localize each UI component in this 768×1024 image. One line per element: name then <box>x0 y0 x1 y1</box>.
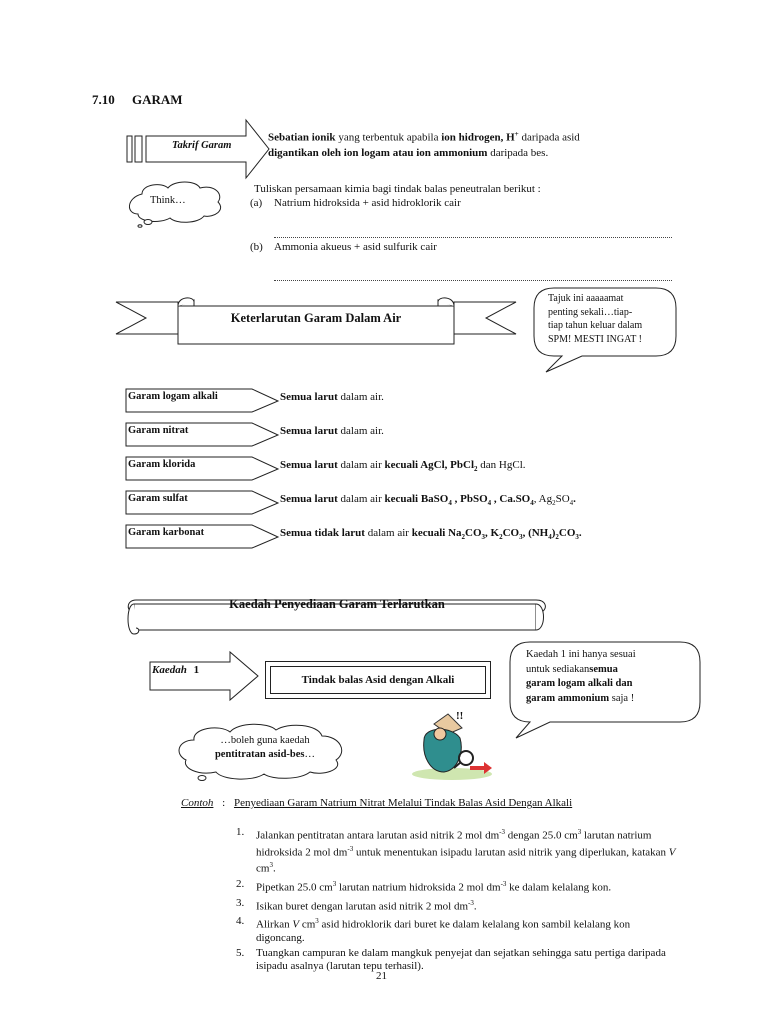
step-item <box>236 878 676 895</box>
answer-line-b[interactable] <box>274 280 672 281</box>
rule-sub: 4 <box>530 499 534 508</box>
cloud-2-part: … <box>304 749 316 760</box>
rule-sub: 2 <box>552 499 556 508</box>
solubility-rule-sulfat <box>280 493 576 507</box>
question-a-text: Natrium hidroksida + asid hidroklorik cair <box>274 197 461 209</box>
rule-sub: 2 <box>555 533 559 542</box>
procedure-steps <box>236 826 676 975</box>
cloud-2-line: …boleh guna kaedah <box>220 735 310 746</box>
callout-line: tiap tahun keluar dalam <box>548 320 643 331</box>
question-a-label: (a) <box>250 197 263 209</box>
step-text: larutan natrium hidroksida 2 mol dm <box>336 881 501 894</box>
step-item <box>236 947 676 973</box>
rule-sub: 2 <box>474 465 478 474</box>
cloud-2-text <box>190 734 340 762</box>
step-text: dengan 25.0 cm <box>505 829 578 842</box>
banner-title: Keterlarutan Garam Dalam Air <box>230 311 402 325</box>
kaedah-arrow <box>148 650 260 702</box>
rule-sub: 2 <box>499 533 503 542</box>
callout-line: Tajuk ini aaaaamat <box>548 293 624 304</box>
takrif-definition <box>268 127 668 161</box>
solubility-label-nitrat: Garam nitrat <box>128 425 189 436</box>
rule-bold: CO <box>465 527 482 539</box>
rule-bold: , (NH <box>522 527 549 539</box>
rule-bold: , K <box>485 527 500 539</box>
solubility-label-karbonat: Garam karbonat <box>128 527 205 538</box>
scroll-title: Kaedah Penyediaan Garam Terlarutkan <box>229 597 445 611</box>
contoh-title: Penyediaan Garam Natrium Nitrat Melalui Tindak Balas Asid Dengan Alkali <box>233 797 573 809</box>
def-part: Sebatian ionik <box>268 131 336 144</box>
step-sup: 3 <box>269 861 273 870</box>
step-number: 4. <box>236 915 245 928</box>
callout-2-line: Kaedah 1 ini hanya sesuai <box>526 649 636 660</box>
callout-2-line <box>526 663 696 678</box>
clipart-exclaim: !! <box>456 710 464 722</box>
solubility-rule-klorida <box>280 459 526 473</box>
kaedah-box <box>265 661 491 699</box>
step-text: larutan natrium hidroksida 2 mol dm <box>256 829 652 859</box>
rule-sub: 3 <box>575 533 579 542</box>
step-text: Pipetkan 25.0 cm <box>256 881 333 894</box>
callout-2-line <box>526 692 696 707</box>
step-sup: 3 <box>577 828 582 836</box>
step-text: Tuangkan campuran ke dalam mangkuk penyejat dan sejatkan sehingga satu pertiga daripada isipadu asalnya (larutan tepu terhasil). <box>256 946 666 972</box>
callout-2-bold: garam ammonium <box>526 692 610 704</box>
step-item <box>236 915 676 945</box>
step-sup: 3 <box>315 917 319 926</box>
rule-bold: , Ca.SO <box>491 493 531 505</box>
solubility-rule-karbonat <box>280 527 582 541</box>
callout-2-text <box>526 648 696 706</box>
contoh-line <box>181 797 572 809</box>
step-sup: -3 <box>468 898 474 907</box>
step-number: 2. <box>236 877 245 890</box>
kaedah-label <box>152 664 199 676</box>
rule-bold: CO <box>558 527 576 539</box>
callout-line: SPM! MESTI INGAT ! <box>548 333 642 345</box>
rule-sub: 4 <box>569 499 574 508</box>
rule-bold: , PbSO <box>451 493 488 505</box>
def-part: daripada bes. <box>487 146 549 159</box>
step-number: 3. <box>236 896 245 909</box>
rule-text: , Ag <box>533 493 553 505</box>
solubility-label-sulfat: Garam sulfat <box>128 493 188 504</box>
step-italic: V <box>668 846 676 859</box>
answer-line-a[interactable] <box>274 237 672 238</box>
solubility-rule-nitrat <box>280 425 384 437</box>
section-number: 7.10 <box>92 92 115 107</box>
step-item <box>236 826 676 876</box>
rule-text: dalam air. <box>337 425 384 437</box>
rule-text: dalam air <box>337 459 385 471</box>
def-part: digantikan oleh ion logam atau ion ammonium <box>268 146 488 159</box>
callout-text <box>548 292 668 346</box>
rule-bold: Semua larut <box>280 391 338 403</box>
rule-sub: 4 <box>548 533 552 542</box>
cloud-2-bold: pentitratan asid-bes <box>214 749 305 760</box>
question-intro: Tuliskan persamaan kimia bagi tindak balas peneutralan berikut : <box>254 183 541 195</box>
step-number: 1. <box>236 826 245 838</box>
def-part: yang terbentuk apabila <box>335 131 442 144</box>
rule-bold: kecuali BaSO <box>384 493 449 505</box>
rule-bold: kecuali Na <box>411 527 462 539</box>
step-text: Alirkan <box>256 918 293 931</box>
rule-sub: 3 <box>519 533 523 542</box>
rule-bold: Semua larut <box>280 493 338 505</box>
callout-2-line: garam logam alkali dan <box>526 678 633 689</box>
rule-bold: Semua tidak larut <box>280 527 365 539</box>
contoh-label: Contoh <box>181 797 214 809</box>
callout-line: penting sekali…tiap- <box>548 306 633 318</box>
kaedah-box-title: Tindak balas Asid dengan Alkali <box>270 666 486 694</box>
def-part: ion hidrogen, H <box>441 131 515 144</box>
step-number: 5. <box>236 946 245 959</box>
detective-clipart-icon <box>404 704 500 784</box>
contoh-sep: : <box>222 797 226 809</box>
rule-bold: . <box>573 493 576 505</box>
rule-bold: CO <box>502 527 520 539</box>
section-heading <box>92 92 197 108</box>
step-text: untuk menentukan isipadu larutan asid nitrik yang diperlukan, katakan <box>353 846 669 859</box>
solubility-label-alkali: Garam logam alkali <box>128 391 218 402</box>
step-text: Isikan buret dengan larutan asid nitrik 2 mol dm <box>256 900 469 913</box>
step-sup: -3 <box>499 828 505 836</box>
callout-2-bold: semua <box>589 663 618 675</box>
think-label: Think… <box>150 195 186 206</box>
kaedah-word: Kaedah <box>152 664 187 676</box>
step-text: . <box>272 862 276 875</box>
rule-bold: Semua larut <box>280 425 338 437</box>
kaedah-number: 1 <box>193 664 200 676</box>
rule-bold: ) <box>551 527 556 539</box>
rule-text: dalam air. <box>337 391 384 403</box>
rule-text: dalam air <box>364 527 412 539</box>
question-b-label: (b) <box>250 241 263 253</box>
solubility-rule-alkali <box>280 391 384 403</box>
rule-sub: 4 <box>448 499 452 508</box>
rule-text: dan HgCl. <box>477 459 526 471</box>
def-sup: + <box>514 130 519 138</box>
callout-2-part: saja ! <box>609 692 635 704</box>
rule-sub: 3 <box>481 533 486 542</box>
takrif-label: Takrif Garam <box>172 140 232 151</box>
rule-sub: 4 <box>487 499 492 508</box>
solubility-label-klorida: Garam klorida <box>128 459 196 470</box>
rule-text: SO <box>555 493 570 505</box>
callout-2-part: untuk sediakan <box>526 663 590 675</box>
step-text: cm <box>299 918 316 931</box>
section-title: GARAM <box>132 92 183 107</box>
step-text: . <box>473 900 477 913</box>
page-number: 21 <box>376 970 387 982</box>
step-text: asid hidroklorik dari buret ke dalam kelalang kon sambil kelalang kon digoncang. <box>256 918 631 944</box>
rule-sub: 2 <box>461 533 466 542</box>
question-b-text: Ammonia akueus + asid sulfurik cair <box>274 241 437 253</box>
step-sup: 3 <box>332 879 337 888</box>
step-text: cm <box>256 862 270 875</box>
step-text: ke dalam kelalang kon. <box>506 881 612 894</box>
rule-bold: . <box>578 527 582 539</box>
cloud-2-line <box>190 748 340 762</box>
step-sup: -3 <box>500 879 507 888</box>
step-text: Jalankan pentitratan antara larutan asid nitrik 2 mol dm <box>256 829 500 842</box>
rule-text: dalam air <box>337 493 385 505</box>
rule-bold: Semua larut <box>280 459 338 471</box>
step-italic: V <box>292 918 300 931</box>
rule-bold: kecuali AgCl, PbCl <box>384 459 475 471</box>
step-sup: -3 <box>347 844 354 853</box>
def-part: daripada asid <box>518 131 580 144</box>
step-item <box>236 897 676 914</box>
